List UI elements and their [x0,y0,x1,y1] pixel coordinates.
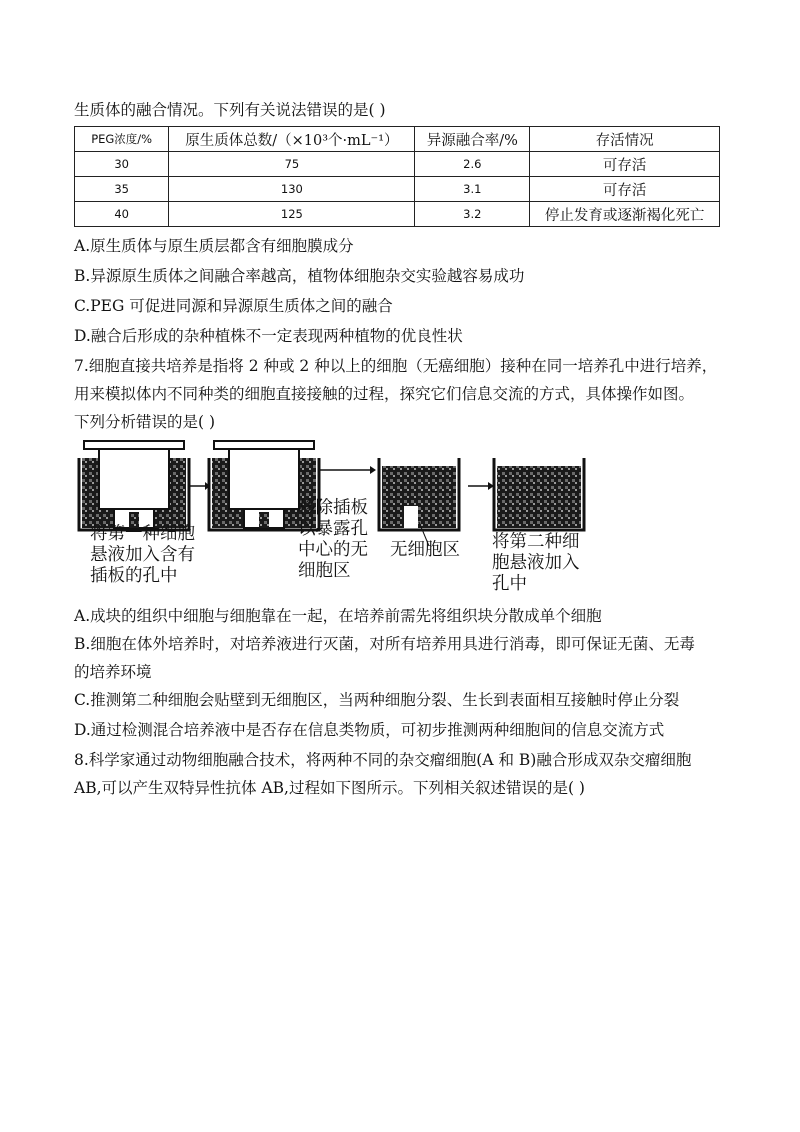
well-1-with-insert [79,441,189,530]
q6-option-d: D.融合后形成的杂种植株不一定表现两种植物的优良性状 [74,327,463,345]
q6-option-a: A.原生质体与原生质层都含有细胞膜成分 [74,237,354,255]
peg-data-table [74,126,720,227]
table-cell: 2.6 [415,152,530,177]
q6-option-c: C.PEG 可促进同源和异源原生质体之间的融合 [74,297,393,315]
well-3-cell-free-zone [379,458,459,546]
q7-option-b-line-2: 的培养环境 [74,663,152,681]
q7-option-d: D.通过检测混合培养液中是否存在信息类物质，可初步推测两种细胞间的信息交流方式 [74,721,665,739]
table-row [75,177,720,202]
table-cell: 可存活 [530,152,720,177]
table-header-row [75,127,720,152]
table-cell: 30 [75,152,169,177]
q7-option-c: C.推测第二种细胞会贴壁到无细胞区，当两种细胞分裂、生长到表面相互接触时停止分裂 [74,691,680,709]
diagram-caption-step3: 无细胞区 [390,540,460,560]
well-4-second-cells [494,458,584,530]
arrow-icon [468,482,494,490]
diagram-caption-step1: 将第一种细胞 悬液加入含有 插板的孔中 [90,524,195,586]
q7-stem-line-1: 7.细胞直接共培养是指将 2 种或 2 种以上的细胞（无癌细胞）接种在同一培养孔中进行培养， [74,357,718,375]
q7-option-b-line-1: B.细胞在体外培养时，对培养液进行灭菌，对所有培养用具进行消毒，即可保证无菌、无毒 [74,635,695,653]
q8-stem-line-1: 8.科学家通过动物细胞融合技术，将两种不同的杂交瘤细胞(A 和 B)融合形成双杂交瘤细胞 [74,751,692,769]
diagram-caption-step4: 将第二种细 胞悬液加入 孔中 [492,532,580,594]
table-header: PEG浓度/% [75,127,169,152]
table-cell: 35 [75,177,169,202]
table-cell: 可存活 [530,177,720,202]
table-header: 异源融合率/% [415,127,530,152]
table-header: 原生质体总数/（×10³个·mL⁻¹） [169,127,415,152]
diagram-caption-step2: 移除插板 以暴露孔 中心的无 细胞区 [298,498,368,581]
q8-stem-line-2: AB,可以产生双特异性抗体 AB,过程如下图所示。下列相关叙述错误的是( ) [74,779,585,797]
q7-option-a: A.成块的组织中细胞与细胞靠在一起，在培养前需先将组织块分散成单个细胞 [74,607,602,625]
arrow-icon [320,466,376,474]
table-cell: 130 [169,177,415,202]
table-cell: 3.2 [415,202,530,227]
table-cell: 75 [169,152,415,177]
q7-stem-line-3: 下列分析错误的是( ) [74,413,216,431]
table-cell: 125 [169,202,415,227]
table-cell: 3.1 [415,177,530,202]
arrow-icon [190,482,210,490]
q6-option-b: B.异源原生质体之间融合率越高，植物体细胞杂交实验越容易成功 [74,267,525,285]
table-cell: 停止发育或逐渐褐化死亡 [530,202,720,227]
table-row [75,152,720,177]
table-header: 存活情况 [530,127,720,152]
q7-stem-line-2: 用来模拟体内不同种类的细胞直接接触的过程，探究它们信息交流的方式，具体操作如图。 [74,385,695,403]
table-row [75,202,720,227]
question-intro-line: 生质体的融合情况。下列有关说法错误的是( ) [74,101,386,119]
table-cell: 40 [75,202,169,227]
